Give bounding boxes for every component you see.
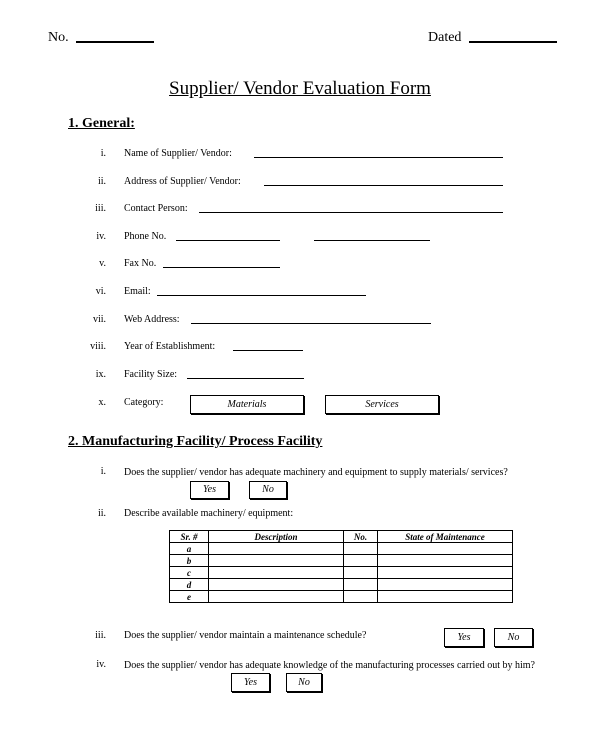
table-row [170,555,513,567]
supplier-name-field[interactable] [254,157,503,158]
item-number: iv. [96,231,106,242]
item-number: vii. [92,314,106,325]
web-address-label: Web Address: [124,314,180,325]
year-established-label: Year of Establishment: [124,341,216,352]
item-number: x. [98,397,106,408]
row-id: b [170,555,209,567]
number-label: No. [48,30,69,45]
question-number: iii. [95,630,106,641]
page-title: Supplier/ Vendor Evaluation Form [169,78,431,99]
description-cell[interactable] [209,555,344,567]
number-field[interactable] [76,41,154,43]
fax-label: Fax No. [124,258,157,269]
supplier-address-label: Address of Supplier/ Vendor: [124,176,241,187]
column-header-description: Description [209,531,344,543]
phone-field-2[interactable] [314,240,430,241]
number-cell[interactable] [344,555,378,567]
number-cell[interactable] [344,579,378,591]
process-knowledge-question: Does the supplier/ vendor has adequate knowledge of the manufacturing processes carried out by him? [124,660,535,671]
item-number: vi. [95,286,106,297]
table-header-row [170,531,513,543]
web-address-field[interactable] [191,323,431,324]
question-number: i. [100,466,106,477]
column-header-number: No. [344,531,378,543]
year-established-field[interactable] [233,350,303,351]
table-row [170,579,513,591]
category-label: Category: [124,397,164,408]
number-cell[interactable] [344,591,378,603]
column-header-sr: Sr. # [170,531,209,543]
machinery-no-option[interactable]: No [249,481,287,499]
maintenance-schedule-question: Does the supplier/ vendor maintain a maintenance schedule? [124,630,367,641]
number-cell[interactable] [344,567,378,579]
maintenance-no-option[interactable]: No [494,628,533,647]
table-row [170,591,513,603]
row-id: c [170,567,209,579]
item-number: iii. [95,203,106,214]
equipment-table [169,530,513,603]
description-cell[interactable] [209,543,344,555]
table-row [170,567,513,579]
phone-label: Phone No. [124,231,167,242]
number-cell[interactable] [344,543,378,555]
maintenance-yes-option[interactable]: Yes [444,628,484,647]
email-label: Email: [124,286,151,297]
knowledge-no-option[interactable]: No [286,673,322,692]
date-field[interactable] [469,41,557,43]
state-cell[interactable] [378,555,513,567]
category-materials-option[interactable]: Materials [190,395,304,414]
row-id: e [170,591,209,603]
table-row [170,543,513,555]
contact-person-label: Contact Person: [124,203,188,214]
phone-field-1[interactable] [176,240,280,241]
knowledge-yes-option[interactable]: Yes [231,673,270,692]
description-cell[interactable] [209,591,344,603]
item-number: ii. [97,176,106,187]
machinery-yes-option[interactable]: Yes [190,481,229,499]
state-cell[interactable] [378,579,513,591]
section-general-heading: 1. General: [68,116,135,131]
description-cell[interactable] [209,567,344,579]
question-number: iv. [96,659,106,670]
category-services-option[interactable]: Services [325,395,439,414]
item-number: ix. [95,369,106,380]
section-manufacturing-heading: 2. Manufacturing Facility/ Process Facility [68,434,323,449]
item-number: v. [99,258,106,269]
item-number: viii. [90,341,106,352]
question-number: ii. [97,508,106,519]
item-number: i. [100,148,106,159]
supplier-address-field[interactable] [264,185,503,186]
dated-label: Dated [428,30,462,45]
row-id: d [170,579,209,591]
machinery-description-label: Describe available machinery/ equipment: [124,508,294,519]
supplier-name-label: Name of Supplier/ Vendor: [124,148,232,159]
state-cell[interactable] [378,591,513,603]
facility-size-label: Facility Size: [124,369,178,380]
description-cell[interactable] [209,579,344,591]
fax-field[interactable] [163,267,280,268]
row-id: a [170,543,209,555]
state-cell[interactable] [378,567,513,579]
facility-size-field[interactable] [187,378,304,379]
email-field[interactable] [157,295,366,296]
column-header-state: State of Maintenance [378,531,513,543]
state-cell[interactable] [378,543,513,555]
contact-person-field[interactable] [199,212,503,213]
machinery-question: Does the supplier/ vendor has adequate machinery and equipment to supply materials/ services? [124,467,508,478]
